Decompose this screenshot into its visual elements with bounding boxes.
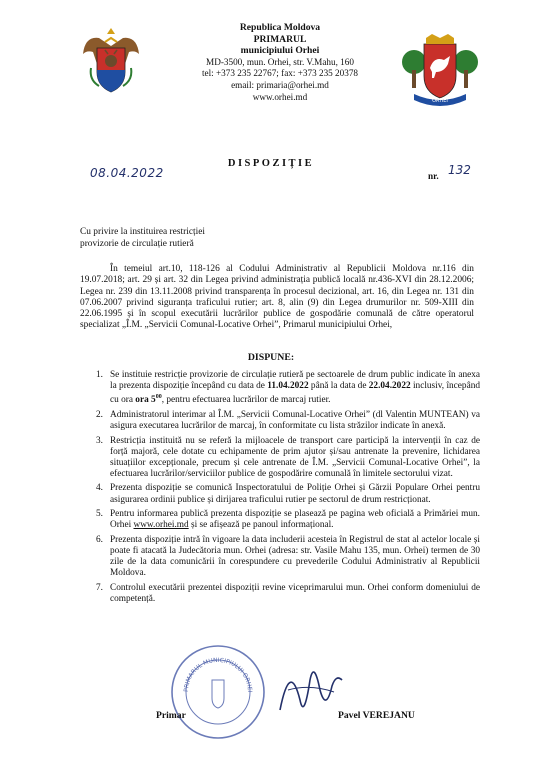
item-number: 6. [96,534,103,545]
email: email: primaria@orhei.md [231,79,329,90]
subject-line-1: Cu privire la instituirea restricției [80,227,205,237]
list-item: 7. Controlul executării prezentei dispoziții revine viceprimarului mun. Orhei conform domeniului de competență. [96,582,480,604]
orhei-emblem-icon [400,32,480,110]
list-item: 4. Prezenta dispoziție se comunică Inspectoratului de Poliție Orhei și Gărzii Populare Orhei pentru asigurarea ordinii publice și dirijarea traficului rutier pe sectorul de drum restricționat. [96,483,480,505]
document-title: DISPOZIȚIE [227,158,315,169]
item-number: 3. [96,435,103,446]
stamp-text: PRIMARUL MUNICIPIULUI ORHEI [182,656,254,693]
country-name: Republica Moldova [239,22,321,33]
number-label: nr. [428,171,439,181]
handwritten-date: 08.04.2022 [90,166,164,180]
provisions-list [96,370,481,608]
municipality-name: municipiului Orhei [240,45,320,57]
office-title: PRIMARUL [253,33,307,45]
website: www.orhei.md [252,91,308,102]
signatory-name: Pavel VEREJANU [338,710,415,721]
emblem-banner-text: ORHEI [432,98,448,104]
item-number: 2. [96,409,103,420]
list-item: 6. Prezenta dispoziție intră în vigoare la data includerii acesteia în Registrul de stat al actelor locale și poate fi atacată la Judecătoria mun. Orhei (adresa: str. Vasile Mahu 135, mun. Orhei) termen de 30 zile de la data comunicării în corespundere cu prevederile Codului Administrativ al Republicii Moldova. [96,534,480,579]
preamble-paragraph: În temeiul art.10, 118-126 al Codului Administrativ al Republicii Moldova nr.116 din 19.07.2018; art. 29 și art. 32 din Legea privind administrația publică locală nr.436-XVI din 28.12.2006; Legea nr. 239 din 13.11.2008 privind transparența în procesul decizional, art. 16, din Legea nr. 131 din 07.06.2007 privind siguranța traficului rutier; art. 8, alin (9) din Legea drumurilor nr. 509-XIII din 22.06.1995 și în scopul executării lucrărilor publice de gospodărie comunală de către operatorul specializat „Î.M. „Servicii Comunal-Locative Orhei”, Primarul municipiului Orhei, [80,264,474,331]
item-number: 4. [96,483,103,494]
item-number: 7. [96,582,103,593]
dispune-heading: DISPUNE: [247,352,295,363]
handwritten-number: 132 [448,163,471,177]
moldova-coat-of-arms-icon [75,24,147,100]
subject [80,227,205,250]
signatory-title: Primar [156,710,186,721]
list-item: 2. Administratorul interimar al Î.M. „Servicii Comunal-Locative Orhei” (dl Valentin MUNTEAN) va asigura executarea lucrărilor de marcaj, în conformitate cu lista străzilor indicate în anexă. [96,409,480,431]
phone-fax: tel: +373 235 22767; fax: +373 235 20378 [201,68,359,79]
list-item: 1. Se instituie restricție provizorie de circulație rutieră pe sectoarele de drum public indicate în anexa la prezenta dispoziție începând cu data de 11.04.2022 până la data de 22.04.2022 inclusiv, începând cu ora ora $5^{00}$, pentru efectuarea lucrărilor de marcaj rutier. [96,370,481,406]
list-item: 5. Pentru informarea publică prezenta dispoziție se plasează pe pagina web oficială a Primăriei mun. Orhei www.orhei.md și se afișează pe panoul informațional. [96,509,480,531]
item-number: 1. [96,370,103,380]
official-stamp-icon [168,642,268,742]
subject-line-2: provizorie de circulație rutieră [80,238,194,249]
header-text [150,22,410,103]
item-number: 5. [96,509,103,520]
letterhead [0,18,542,128]
website-link[interactable]: www.orhei.md [133,520,189,531]
address: MD-3500, mun. Orhei, str. V.Mahu, 160 [206,56,354,67]
list-item: 3. Restricția instituită nu se referă la mijloacele de transport care participă la intervenții în caz de forță majoră, cele dotate cu echipamente de prim ajutor și/sau antrenate la prevenire, lichidarea situațiilor excepționale, precum și cele antrenate de Î.M. „Servicii Comunal-Locative Orhei”, la efectuarea lucrărilor/serviciilor publice de gospodărire comunală în limitele sectorului vizat. [96,435,480,479]
